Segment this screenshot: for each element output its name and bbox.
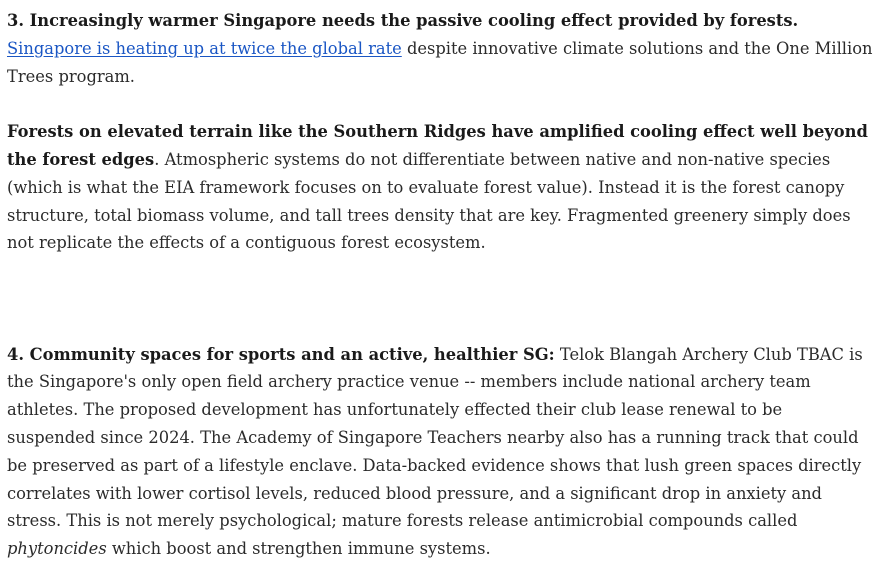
forest-cooling-paragraph [7, 118, 875, 257]
forest-cooling-text: Atmospheric systems do not differentiate between native and non-native species (which is what the EIA framework focuses on to evaluate forest value). Instead it is the forest canopy structure, total biomass volume, and tall trees density that are key. Fragmented greenery simply does not replicate the effects of a contiguous forest ecosystem. [7, 149, 851, 253]
phytoncides-term: phytoncides [7, 539, 107, 559]
section-4-ending: which boost and strengthen immune systems. [106, 539, 491, 559]
forest-cooling-period: . [154, 149, 160, 169]
section-4-heading: 4. Community spaces for sports and an active, healthier SG: [7, 344, 555, 364]
forest-cooling-lead: Forests on elevated terrain like the Southern Ridges have amplified cooling effect well beyond the forest edges [7, 122, 868, 169]
section-3-heading: 3. Increasingly warmer Singapore needs the passive cooling effect provided by forests. [7, 11, 799, 30]
section-4-text: Telok Blangah Archery Club TBAC is the Singapore's only open field archery practice venue -- members include national archery team athletes. The proposed development has unfortunately effected their club lease renewal to be suspended since 2024. The Academy of Singapore Teachers nearby also has a running track that could be preserved as part of a lifestyle enclave. Data-backed evidence shows that lush green spaces directly correlates with lower cortisol levels, reduced blood pressure, and a significant drop in anxiety and stress. This is not merely psychological; mature forests release antimicrobial compounds called [7, 344, 863, 531]
section-3-text: despite innovative climate solutions and the One Million Trees program. [7, 38, 873, 86]
heating-rate-link[interactable]: Singapore is heating up at twice the global rate [7, 38, 402, 58]
section-3-paragraph [7, 7, 875, 90]
article-content [7, 7, 875, 563]
